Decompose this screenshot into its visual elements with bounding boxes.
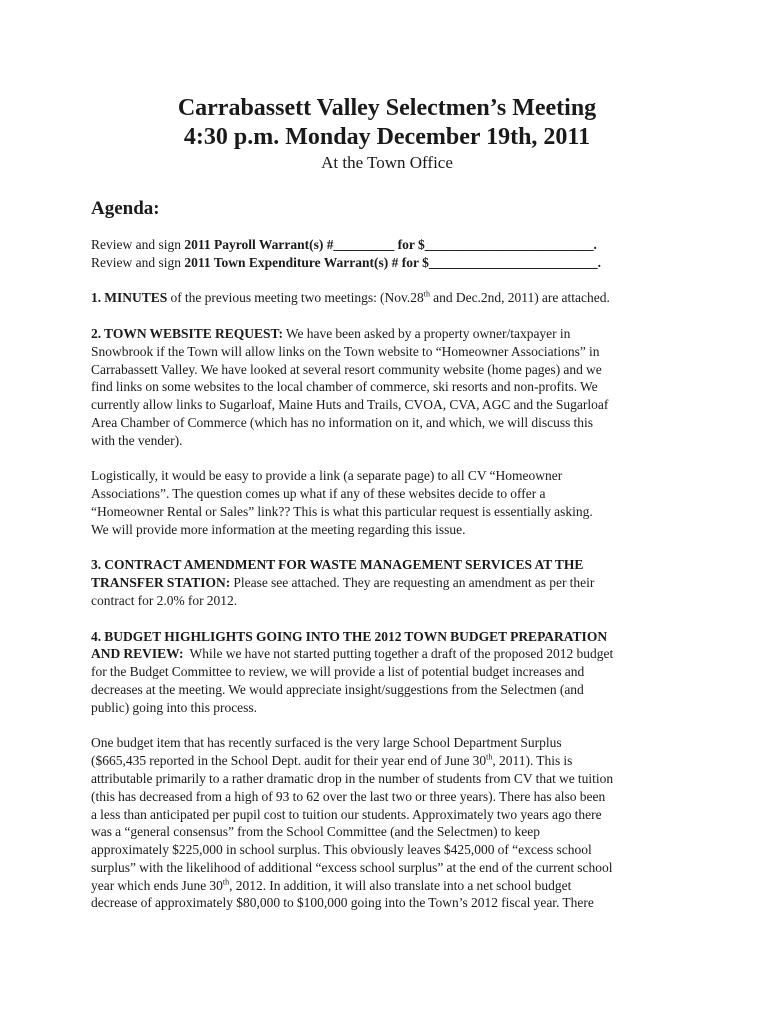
title-line-1: Carrabassett Valley Selectmen’s Meeting <box>177 95 597 121</box>
item-contract-heading: 3. CONTRACT AMENDMENT FOR WASTE MANAGEMENT SERVICES AT THE <box>91 557 584 573</box>
website-logistics-paragraph: Logistically, it would be easy to provide a link (a separate page) to all CV “Homeowner Associations”. The question comes up what if any of these websites decide to offer a “Homeowner Rental or Sales” link?? This is what this particular request is essentially asking. We will provide more information at the meeting regarding this issue. <box>91 468 593 537</box>
document-page <box>91 94 683 930</box>
payroll-warrant-line: Review and sign 2011 Payroll Warrant(s) #_________ for $_________________________. <box>91 237 597 252</box>
agenda-heading: Agenda: <box>91 198 160 219</box>
item-website-heading: 2. TOWN WEBSITE REQUEST: <box>91 325 283 341</box>
meeting-location: At the Town Office <box>321 153 453 172</box>
expenditure-warrant-line: Review and sign 2011 Town Expenditure Warrant(s) # for $_________________________. <box>91 254 602 270</box>
item-budget-highlights: 4. BUDGET HIGHLIGHTS GOING INTO THE 2012 TOWN BUDGET PREPARATION AND REVIEW: While we have not started putting together a draft of the proposed 2012 budget for the Budget Committee to review, we will provide a list of potential budget increases and decreases at the meeting. We would appreciate insight/suggestions from the Selectmen (and public) going into this process. <box>91 628 683 717</box>
title-line-2: 4:30 p.m. Monday December 19th, 2011 <box>183 124 591 150</box>
warrants-block <box>91 236 683 272</box>
item-minutes: 1. MINUTES of the previous meeting two meetings: (Nov.28th and Dec.2nd, 2011) are attached. <box>91 289 610 306</box>
item-website-request: 2. TOWN WEBSITE REQUEST: We have been asked by a property owner/taxpayer in Snowbrook if the Town will allow links on the Town website to “Homeowner Associations” in Carrabassett Valley. We have looked at several resort community website (home pages) and we find links on some websites to the local chamber of commerce, ski resorts and non-profits. We currently allow links to Sugarloaf, Maine Huts and Trails, CVOA, CVA, AGC and the Sugarloaf Area Chamber of Commerce (which has no information on it, and which, we will discuss this with the vender). <box>91 325 609 448</box>
item-minutes-heading: 1. MINUTES <box>91 290 168 306</box>
item-budget-heading: 4. BUDGET HIGHLIGHTS GOING INTO THE 2012 TOWN BUDGET PREPARATION <box>91 628 608 644</box>
item-contract-amendment: 3. CONTRACT AMENDMENT FOR WASTE MANAGEMENT SERVICES AT THE TRANSFER STATION: Please see attached. They are requesting an amendment as per their contract for 2.0% for 2012. <box>91 556 683 609</box>
page-title <box>91 94 683 152</box>
school-surplus-paragraph: One budget item that has recently surfaced is the very large School Department Surplus ($665,435 reported in the School Dept. audit for their year end of June 30th, 2011). This is attributable primarily to a rather dramatic drop in the number of students from CV that we tuition (this has decreased from a high of 93 to 62 over the last two or three years). There has also been a less than anticipated per pupil cost to tuition our students. Approximately two years ago there was a “general consensus” from the School Committee (and the Selectmen) to keep approximately $225,000 in school surplus. This obviously leaves $425,000 of “excess school surplus” with the likelihood of additional “excess school surplus” at the end of the current school year which ends June 30th, 2012. In addition, it will also translate into a net school budget decrease of approximately $80,000 to $100,000 going into the Town’s 2012 fiscal year. There <box>91 735 614 911</box>
